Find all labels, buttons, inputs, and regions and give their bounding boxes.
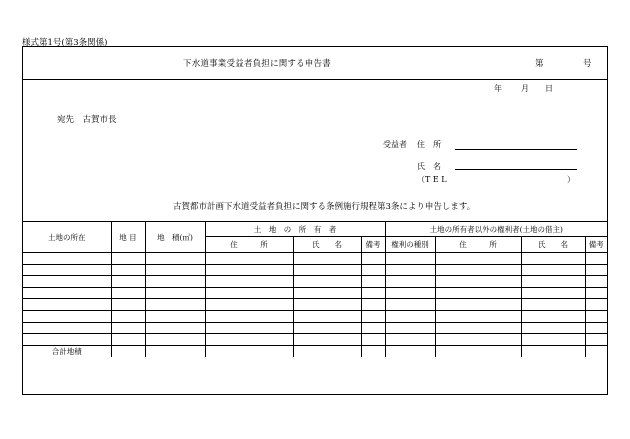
table-cell[interactable] xyxy=(521,299,585,311)
table-cell[interactable] xyxy=(435,345,521,357)
table-cell[interactable] xyxy=(385,287,435,299)
declaration-text: 古賀都市計画下水道受益者負担に関する条例施行規程第3条により申告します。 xyxy=(173,202,476,212)
table-cell[interactable] xyxy=(385,264,435,276)
table-cell[interactable] xyxy=(435,276,521,288)
table-row xyxy=(23,287,607,299)
total-row xyxy=(23,345,607,357)
table-cell[interactable] xyxy=(435,287,521,299)
table-cell[interactable] xyxy=(585,276,607,288)
table-cell[interactable] xyxy=(23,322,111,334)
header-other-remarks: 備考 xyxy=(585,237,607,253)
table-cell[interactable] xyxy=(145,276,205,288)
table-cell[interactable] xyxy=(521,253,585,265)
table-row xyxy=(23,310,607,322)
table-cell[interactable] xyxy=(521,345,585,357)
table-cell[interactable] xyxy=(585,345,607,357)
table-row xyxy=(23,299,607,311)
table-row xyxy=(23,322,607,334)
tel-close: ） xyxy=(567,175,575,184)
table-cell[interactable] xyxy=(435,264,521,276)
table-cell[interactable] xyxy=(293,299,361,311)
table-cell[interactable] xyxy=(585,322,607,334)
table-cell[interactable] xyxy=(145,345,205,357)
name-label: 氏 名 xyxy=(417,162,441,171)
header-owner-remarks: 備考 xyxy=(361,237,385,253)
table-cell[interactable] xyxy=(585,299,607,311)
table-cell[interactable] xyxy=(145,253,205,265)
table-cell[interactable] xyxy=(205,253,293,265)
table-cell[interactable] xyxy=(205,287,293,299)
applicant-role: 受益者 xyxy=(383,140,407,149)
table-cell[interactable] xyxy=(205,264,293,276)
address-label: 住 所 xyxy=(417,140,441,149)
declaration-form xyxy=(22,46,608,395)
table-cell[interactable] xyxy=(585,310,607,322)
date-day: 日 xyxy=(545,84,553,93)
table-cell[interactable] xyxy=(111,287,145,299)
table-cell[interactable] xyxy=(585,264,607,276)
address-field[interactable] xyxy=(455,149,577,150)
table-cell[interactable] xyxy=(205,334,293,346)
table-cell[interactable] xyxy=(145,299,205,311)
table-cell[interactable] xyxy=(435,334,521,346)
table-cell[interactable] xyxy=(585,253,607,265)
table-cell[interactable] xyxy=(385,345,435,357)
table-row xyxy=(23,334,607,346)
table-cell[interactable] xyxy=(435,322,521,334)
table-cell[interactable] xyxy=(23,299,111,311)
header-land-category: 地 目 xyxy=(111,222,145,253)
table-cell[interactable] xyxy=(293,310,361,322)
table-row xyxy=(23,264,607,276)
table-cell[interactable] xyxy=(521,287,585,299)
table-cell[interactable] xyxy=(293,334,361,346)
table-cell[interactable] xyxy=(385,276,435,288)
total-label: 合計地積 xyxy=(23,345,111,357)
table-cell[interactable] xyxy=(111,264,145,276)
table-cell[interactable] xyxy=(111,310,145,322)
table-cell[interactable] xyxy=(361,299,385,311)
table-cell[interactable] xyxy=(521,334,585,346)
table-cell[interactable] xyxy=(293,253,361,265)
table-cell[interactable] xyxy=(205,345,293,357)
table-cell[interactable] xyxy=(435,299,521,311)
table-cell[interactable] xyxy=(521,322,585,334)
table-cell[interactable] xyxy=(385,334,435,346)
table-cell[interactable] xyxy=(293,287,361,299)
table-cell[interactable] xyxy=(23,310,111,322)
header-right-type: 権利の種別 xyxy=(385,237,435,253)
table-cell[interactable] xyxy=(111,334,145,346)
table-cell[interactable] xyxy=(361,310,385,322)
table-cell[interactable] xyxy=(361,322,385,334)
table-cell[interactable] xyxy=(361,334,385,346)
table-cell[interactable] xyxy=(23,264,111,276)
header-owner-address: 住 所 xyxy=(205,237,293,253)
table-cell[interactable] xyxy=(145,287,205,299)
number-suffix: 号 xyxy=(583,59,592,69)
header-land-location: 土地の所在 xyxy=(23,222,111,253)
table-cell[interactable] xyxy=(435,253,521,265)
header-owner-name: 氏 名 xyxy=(293,237,361,253)
number-label: 第 xyxy=(535,59,544,69)
table-cell[interactable] xyxy=(145,310,205,322)
table-cell[interactable] xyxy=(23,276,111,288)
table-cell[interactable] xyxy=(361,276,385,288)
header-other-name: 氏 名 xyxy=(521,237,585,253)
header-other-address: 住 所 xyxy=(435,237,521,253)
tel-label: （T E L xyxy=(417,175,447,184)
form-title: 下水道事業受益者負担に関する申告書 xyxy=(183,59,331,69)
table-cell[interactable] xyxy=(361,287,385,299)
table-cell[interactable] xyxy=(385,322,435,334)
table-cell[interactable] xyxy=(293,264,361,276)
form-number: 様式第1号(第3条関係) xyxy=(22,38,108,48)
title-row xyxy=(23,47,607,80)
table-cell[interactable] xyxy=(585,287,607,299)
header-other-group: 土地の所有者以外の権利者(土地の借主) xyxy=(385,222,607,237)
table-cell[interactable] xyxy=(111,345,145,357)
table-cell[interactable] xyxy=(205,322,293,334)
table-cell[interactable] xyxy=(205,299,293,311)
table-cell[interactable] xyxy=(385,253,435,265)
table-cell[interactable] xyxy=(293,345,361,357)
header-owner-group: 土 地 の 所 有 者 xyxy=(205,222,385,237)
name-field[interactable] xyxy=(455,169,577,170)
table-cell[interactable] xyxy=(293,322,361,334)
land-table xyxy=(23,221,607,357)
table-cell[interactable] xyxy=(435,310,521,322)
table-cell[interactable] xyxy=(361,264,385,276)
table-cell[interactable] xyxy=(385,310,435,322)
table-cell[interactable] xyxy=(23,334,111,346)
table-cell[interactable] xyxy=(145,264,205,276)
table-cell[interactable] xyxy=(111,276,145,288)
table-cell[interactable] xyxy=(111,322,145,334)
table-cell[interactable] xyxy=(521,264,585,276)
table-cell[interactable] xyxy=(585,334,607,346)
table-cell[interactable] xyxy=(361,253,385,265)
table-cell[interactable] xyxy=(23,287,111,299)
table-cell[interactable] xyxy=(521,276,585,288)
table-cell[interactable] xyxy=(521,310,585,322)
addressee: 宛先 古賀市長 xyxy=(57,115,117,125)
table-cell[interactable] xyxy=(23,253,111,265)
header-area: 地 積(㎡) xyxy=(145,222,205,253)
table-cell[interactable] xyxy=(205,276,293,288)
table-cell[interactable] xyxy=(361,345,385,357)
date-year: 年 xyxy=(494,84,502,93)
table-cell[interactable] xyxy=(111,299,145,311)
table-cell[interactable] xyxy=(145,334,205,346)
table-cell[interactable] xyxy=(385,299,435,311)
table-row xyxy=(23,276,607,288)
table-cell[interactable] xyxy=(145,322,205,334)
date-month: 月 xyxy=(521,84,529,93)
table-cell[interactable] xyxy=(111,253,145,265)
table-cell[interactable] xyxy=(293,276,361,288)
table-cell[interactable] xyxy=(205,310,293,322)
table-row xyxy=(23,253,607,265)
